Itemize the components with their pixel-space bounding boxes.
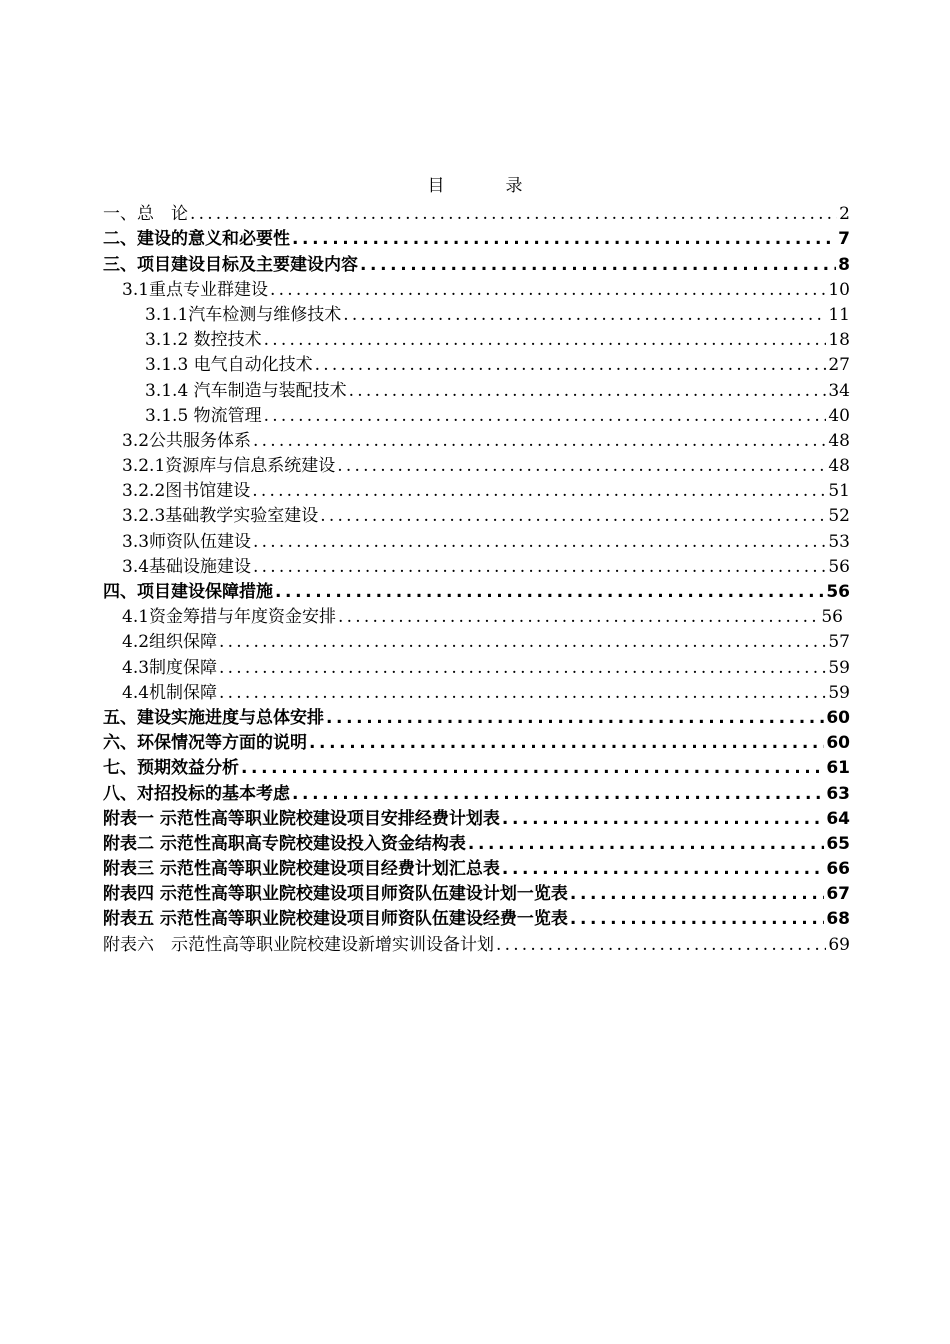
toc-entry[interactable] xyxy=(0,603,950,628)
toc-entry-page: 59 xyxy=(828,682,850,703)
toc-entry-label: 4.2组织保障 xyxy=(122,632,218,653)
dot-leader xyxy=(190,203,837,225)
toc-entry-label: 3.2.3基础教学实验室建设 xyxy=(122,506,319,527)
toc-entry-page: 60 xyxy=(826,707,850,728)
dot-leader xyxy=(320,505,826,527)
toc-entry-label: 3.4基础设施建设 xyxy=(122,556,252,577)
toc-entry-page: 51 xyxy=(828,481,850,502)
toc-entry[interactable] xyxy=(0,779,950,804)
toc-entry-label: 4.4机制保障 xyxy=(122,682,218,703)
toc-entry-page: 61 xyxy=(826,758,850,779)
toc-entry[interactable] xyxy=(0,830,950,855)
toc-entry-page: 68 xyxy=(826,909,850,930)
toc-entry[interactable] xyxy=(0,402,950,427)
dot-leader xyxy=(338,606,819,628)
toc-entry[interactable] xyxy=(0,200,950,225)
toc-entry-label: 3.2.1资源库与信息系统建设 xyxy=(122,456,336,477)
toc-entry-label: 附表一 示范性高等职业院校建设项目安排经费计划表 xyxy=(103,808,500,829)
toc-entry[interactable] xyxy=(0,754,950,779)
toc-entry[interactable] xyxy=(0,301,950,326)
toc-entry-label: 二、建设的意义和必要性 xyxy=(103,229,290,250)
toc-entry[interactable] xyxy=(0,351,950,376)
dot-leader xyxy=(219,682,826,704)
toc-entry-page: 69 xyxy=(828,934,850,955)
dot-leader xyxy=(292,228,836,250)
toc-entry-label: 4.1资金筹措与年度资金安排 xyxy=(122,607,337,628)
toc-entry[interactable] xyxy=(0,855,950,880)
dot-leader xyxy=(570,883,824,905)
toc-entry[interactable] xyxy=(0,704,950,729)
toc-entry-page: 27 xyxy=(828,355,850,376)
dot-leader xyxy=(309,732,824,754)
dot-leader xyxy=(253,531,826,553)
toc-list xyxy=(0,200,950,956)
toc-entry[interactable] xyxy=(0,452,950,477)
toc-entry-label: 六、环保情况等方面的说明 xyxy=(103,733,307,754)
toc-entry-page: 65 xyxy=(826,833,850,854)
dot-leader xyxy=(253,430,826,452)
toc-entry-page: 34 xyxy=(828,380,850,401)
toc-entry-label: 三、项目建设目标及主要建设内容 xyxy=(103,254,358,275)
dot-leader xyxy=(570,908,824,930)
dot-leader xyxy=(349,380,827,402)
toc-entry-page: 64 xyxy=(826,808,850,829)
dot-leader xyxy=(337,455,826,477)
toc-entry-label: 五、建设实施进度与总体安排 xyxy=(103,707,324,728)
toc-entry-page: 48 xyxy=(828,456,850,477)
dot-leader xyxy=(275,581,824,603)
dot-leader xyxy=(270,279,826,301)
toc-entry-page: 52 xyxy=(828,506,850,527)
toc-entry[interactable] xyxy=(0,578,950,603)
dot-leader xyxy=(468,833,824,855)
toc-entry-page: 56 xyxy=(826,582,850,602)
toc-entry[interactable] xyxy=(0,527,950,552)
dot-leader xyxy=(292,783,824,805)
toc-entry[interactable] xyxy=(0,729,950,754)
toc-entry[interactable] xyxy=(0,880,950,905)
dot-leader xyxy=(502,858,824,880)
toc-entry[interactable] xyxy=(0,930,950,955)
toc-entry-label: 3.1.5 物流管理 xyxy=(145,405,262,426)
toc-entry-label: 3.1重点专业群建设 xyxy=(122,279,269,300)
dot-leader xyxy=(264,405,827,427)
toc-entry-page: 66 xyxy=(826,859,850,880)
toc-entry-page: 56 xyxy=(828,556,850,577)
toc-entry-page: 10 xyxy=(828,279,850,300)
dot-leader xyxy=(219,657,826,679)
dot-leader xyxy=(252,480,826,502)
dot-leader xyxy=(326,707,824,729)
toc-entry-label: 附表四 示范性高等职业院校建设项目师资队伍建设计划一览表 xyxy=(103,884,568,905)
toc-entry-label: 3.1.4 汽车制造与装配技术 xyxy=(145,380,347,401)
toc-entry-label: 四、项目建设保障措施 xyxy=(103,582,273,602)
toc-entry-page: 67 xyxy=(826,884,850,905)
dot-leader xyxy=(496,934,826,956)
toc-entry-page: 11 xyxy=(828,304,850,325)
toc-entry-page: 40 xyxy=(828,405,850,426)
toc-entry-label: 3.3师资队伍建设 xyxy=(122,531,252,552)
toc-entry-page: 48 xyxy=(828,430,850,451)
toc-entry[interactable] xyxy=(0,427,950,452)
toc-entry[interactable] xyxy=(0,376,950,401)
toc-entry-label: 3.1.3 电气自动化技术 xyxy=(145,355,313,376)
toc-entry[interactable] xyxy=(0,679,950,704)
dot-leader xyxy=(343,304,826,326)
toc-entry-page: 18 xyxy=(828,330,850,351)
toc-entry-label: 附表五 示范性高等职业院校建设项目师资队伍建设经费一览表 xyxy=(103,909,568,930)
toc-entry-label: 一、总 论 xyxy=(103,204,188,225)
toc-entry[interactable] xyxy=(0,276,950,301)
toc-title: 目 录 xyxy=(427,176,545,196)
toc-entry-label: 4.3制度保障 xyxy=(122,657,218,678)
dot-leader xyxy=(264,329,827,351)
toc-entry[interactable] xyxy=(0,502,950,527)
toc-entry[interactable] xyxy=(0,905,950,930)
toc-entry-label: 八、对招投标的基本考虑 xyxy=(103,783,290,804)
toc-entry-label: 3.2.2图书馆建设 xyxy=(122,481,251,502)
toc-entry-page: 63 xyxy=(826,783,850,804)
dot-leader xyxy=(360,254,836,276)
dot-leader xyxy=(219,631,826,653)
dot-leader xyxy=(241,757,824,779)
toc-entry[interactable] xyxy=(0,326,950,351)
toc-entry[interactable] xyxy=(0,805,950,830)
toc-entry-page: 59 xyxy=(828,657,850,678)
toc-entry-label: 3.1.2 数控技术 xyxy=(145,330,262,351)
toc-entry-label: 3.2公共服务体系 xyxy=(122,430,252,451)
toc-entry-label: 附表三 示范性高等职业院校建设项目经费计划汇总表 xyxy=(103,859,500,880)
toc-entry[interactable] xyxy=(0,250,950,275)
dot-leader xyxy=(253,556,826,578)
toc-entry[interactable] xyxy=(0,653,950,678)
dot-leader xyxy=(502,808,824,830)
toc-entry-label: 附表二 示范性高职高专院校建设投入资金结构表 xyxy=(103,833,466,854)
toc-entry-page: 2 xyxy=(839,204,850,225)
toc-entry[interactable] xyxy=(0,628,950,653)
toc-entry-label: 附表六 示范性高等职业院校建设新增实训设备计划 xyxy=(103,934,494,955)
toc-entry-page: 7 xyxy=(838,229,850,250)
dot-leader xyxy=(315,354,827,376)
toc-entry-label: 七、预期效益分析 xyxy=(103,758,239,779)
toc-entry-page: 60 xyxy=(826,733,850,754)
toc-entry-page: 56 xyxy=(821,607,843,628)
toc-entry[interactable] xyxy=(0,225,950,250)
toc-entry[interactable] xyxy=(0,477,950,502)
toc-entry-page: 53 xyxy=(828,531,850,552)
toc-entry[interactable] xyxy=(0,553,950,578)
toc-entry-page: 57 xyxy=(828,632,850,653)
toc-entry-page: 8 xyxy=(838,254,850,275)
toc-entry-label: 3.1.1汽车检测与维修技术 xyxy=(145,304,342,325)
